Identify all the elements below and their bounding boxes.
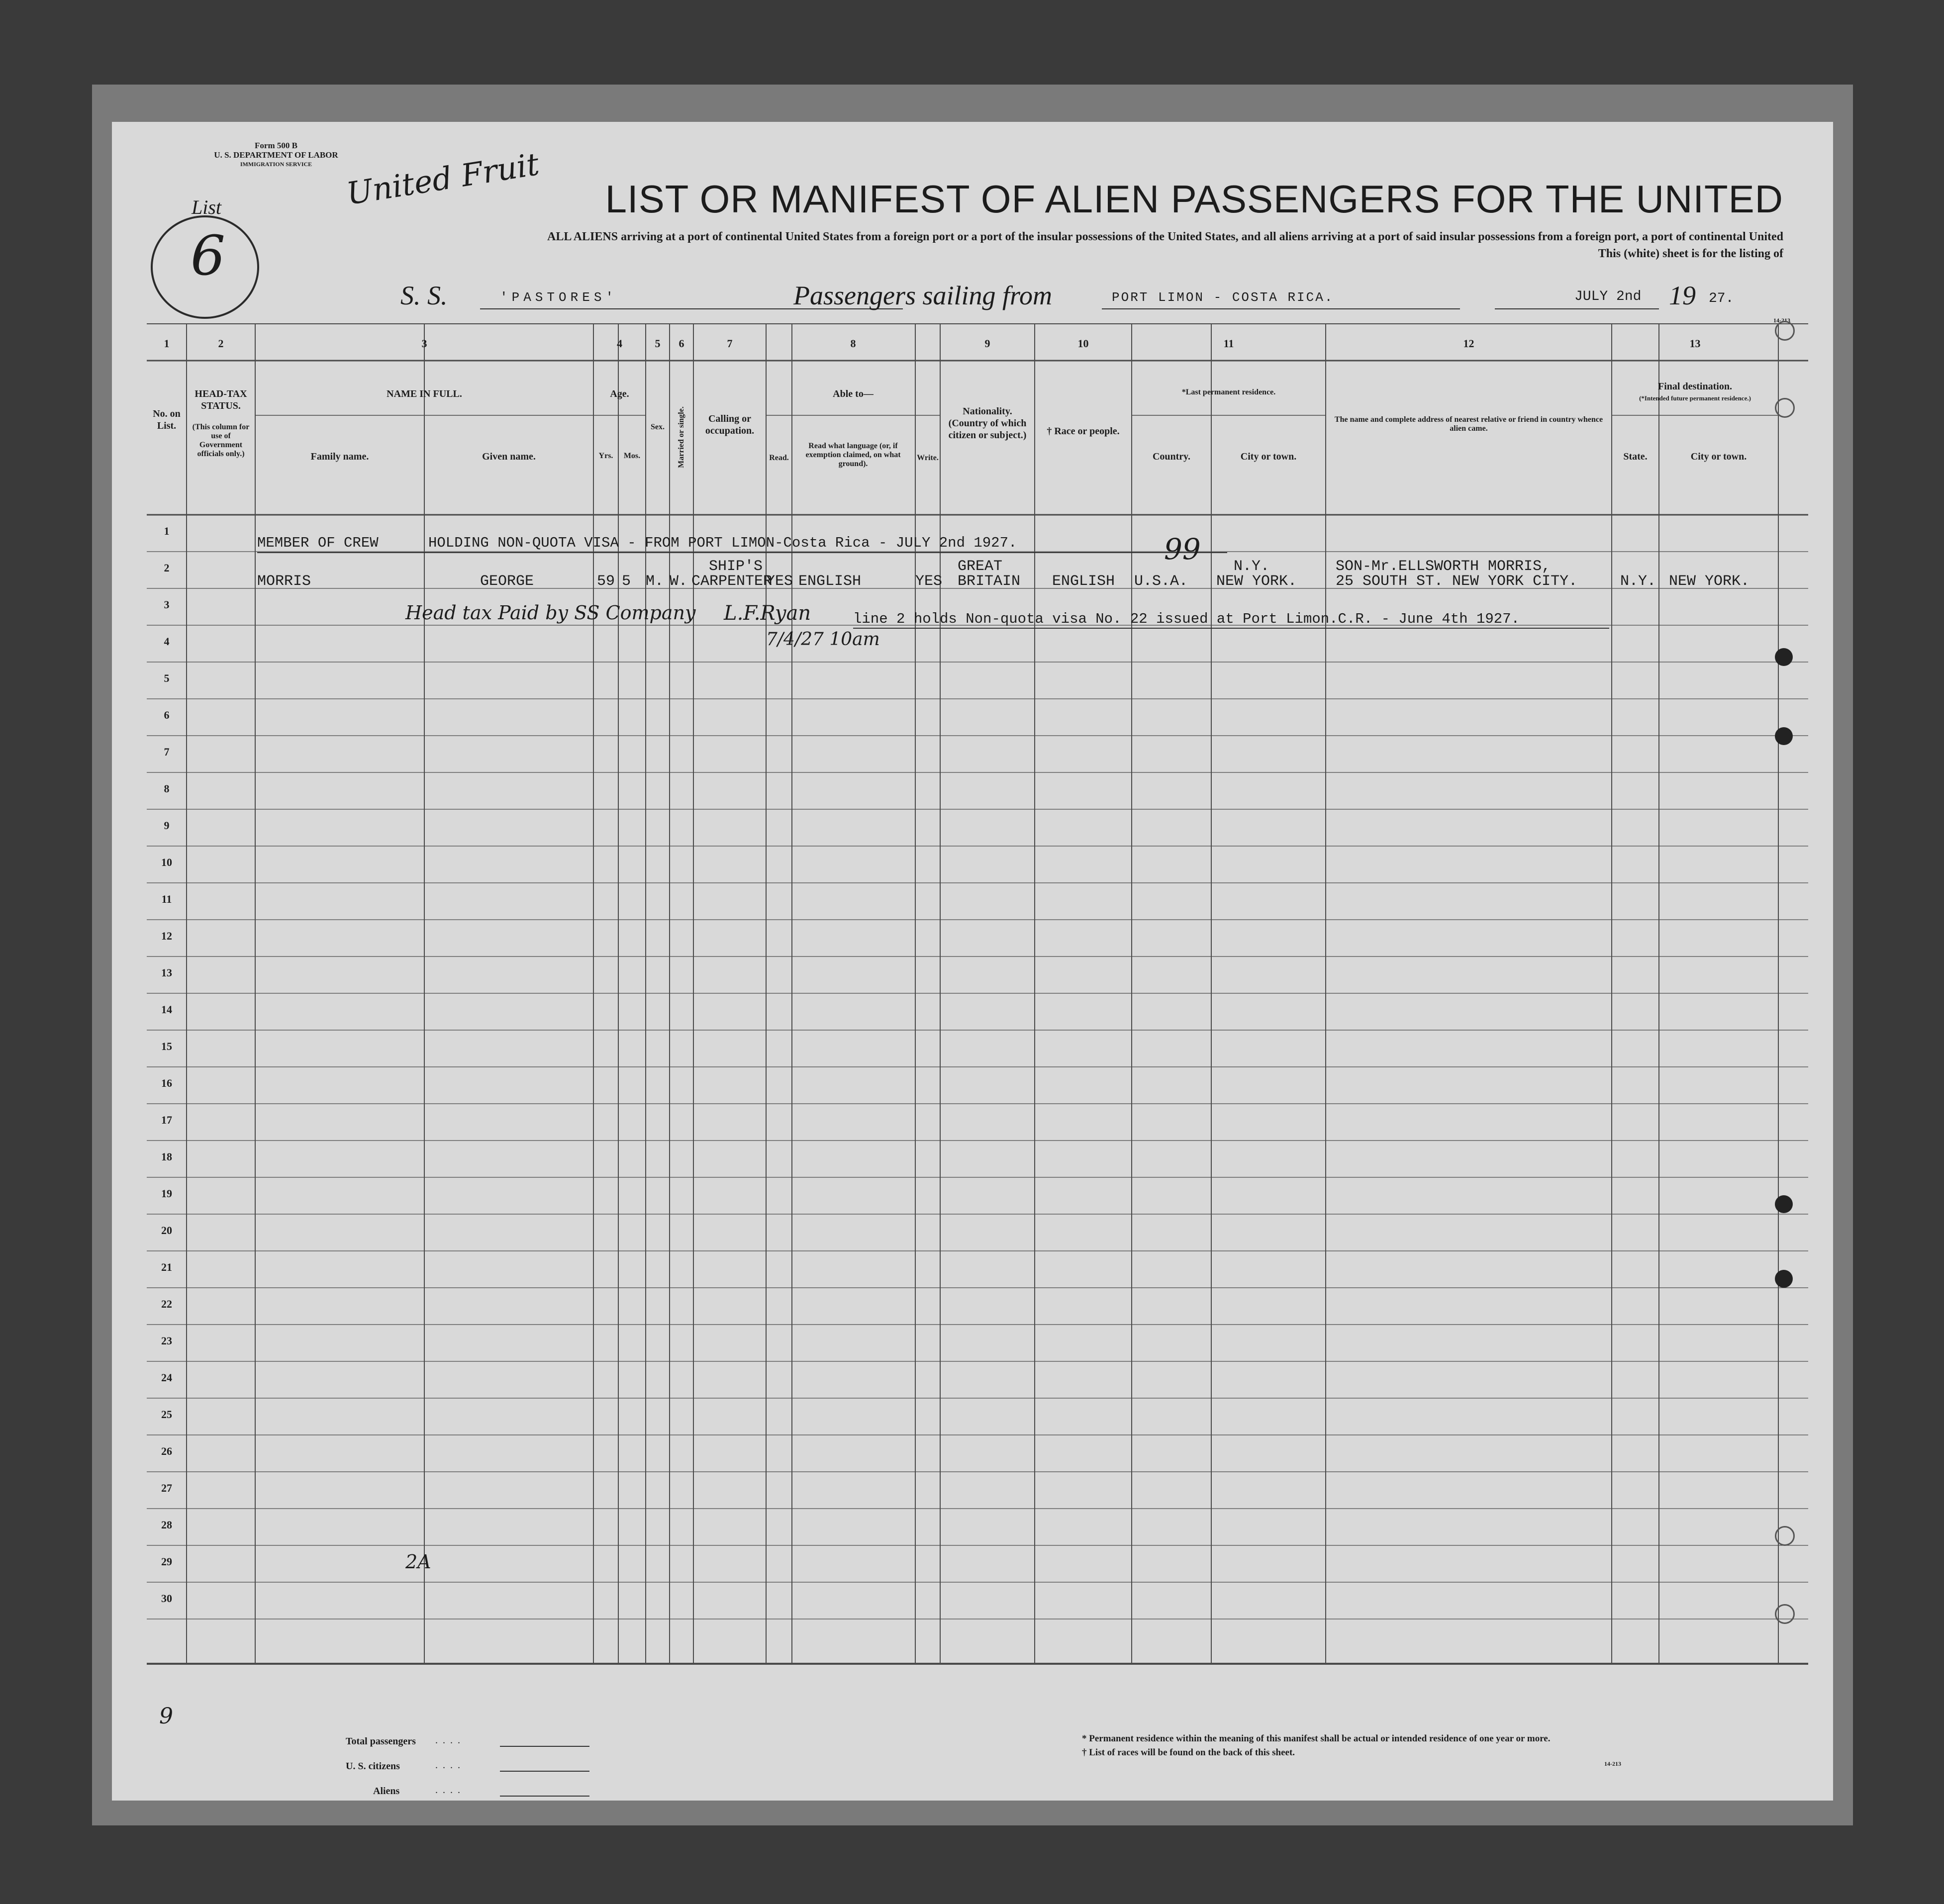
row-number: 12: [161, 930, 172, 942]
header-sex: Sex.: [651, 423, 665, 431]
line1-note: HOLDING NON-QUOTA VISA - FROM PORT LIMON-Costa Rica - JULY 2nd 1927.: [428, 535, 1017, 551]
handwritten-initials: L.F.Ryan: [724, 602, 811, 625]
row-number: 27: [161, 1482, 172, 1494]
header-nationality: Nationality. (Country of which citizen or subject.): [948, 406, 1027, 441]
row-number: 17: [161, 1114, 172, 1126]
row-number: 9: [164, 819, 170, 832]
age-months: 5: [622, 573, 631, 590]
form-code-bottom: 14-213: [1604, 1760, 1621, 1767]
manifest-sheet: [112, 122, 1833, 1801]
header-able-to: Able to—: [833, 388, 874, 399]
subtitle-line-1: ALL ALIENS arriving at a port of continental United States from a foreign port or a port of the insular possessions of the United States, and all aliens arriving at a port of said insular possessions from a foreign port, a port of continental United: [547, 230, 1783, 243]
departure-port: PORT LIMON - COSTA RICA.: [1112, 290, 1334, 305]
binder-ring: [1775, 1604, 1795, 1624]
dest-state-value: N.Y.: [1620, 573, 1656, 590]
sailing-date: JULY 2nd: [1574, 289, 1642, 304]
row-number: 16: [161, 1077, 172, 1089]
col-number-1: 1: [164, 337, 170, 350]
list-label: List: [192, 196, 222, 218]
binder-ring: [1775, 321, 1795, 341]
row-number: 18: [161, 1150, 172, 1163]
handwritten-code: 99: [1164, 532, 1201, 566]
binder-ring: [1775, 1526, 1795, 1546]
header-age: Age.: [610, 388, 629, 399]
family-name: MORRIS: [257, 573, 311, 590]
country-value: U.S.A.: [1134, 573, 1188, 590]
us-citizens-label: U. S. citizens: [346, 1761, 400, 1772]
col-number-3: 3: [421, 337, 427, 350]
header-state: State.: [1623, 451, 1648, 462]
read-value: YES: [766, 573, 793, 590]
list-number: 6: [191, 224, 225, 287]
col-number-9: 9: [984, 337, 990, 350]
form-number: Form 500 B: [255, 141, 297, 150]
row-number: 10: [161, 856, 172, 868]
write-value: YES: [915, 573, 943, 590]
row-number: 4: [164, 635, 170, 648]
header-race: † Race or people.: [1047, 426, 1120, 437]
header-married: Married or single.: [677, 406, 685, 468]
header-write: Write.: [917, 454, 939, 462]
col-number-6: 6: [679, 337, 684, 350]
col-number-10: 10: [1077, 337, 1089, 350]
row-number: 1: [164, 525, 170, 537]
city-line-1: N.Y.: [1234, 558, 1270, 575]
row-number: 15: [161, 1040, 172, 1052]
ship-name: 'PASTORES': [500, 290, 618, 305]
col-number-13: 13: [1689, 337, 1701, 350]
col-number-5: 5: [655, 337, 661, 350]
line1-family: MEMBER OF CREW: [257, 535, 379, 551]
aliens-label: Aliens: [373, 1786, 400, 1797]
calling-line-2: CARPENTER: [691, 573, 773, 590]
row-number: 28: [161, 1519, 172, 1531]
married-value: W.: [670, 573, 688, 590]
sex-value: M.: [646, 573, 664, 590]
visa-note: line 2 holds Non-quota visa No. 22 issued at Port Limon.C.R. - June 4th 1927.: [853, 611, 1520, 627]
calling-line-1: SHIP'S: [709, 558, 763, 575]
row-number: 8: [164, 782, 170, 795]
header-name-in-full: NAME IN FULL.: [387, 388, 462, 399]
header-calling: Calling or occupation.: [705, 413, 755, 436]
binder-hole: [1775, 1195, 1793, 1213]
department-name: U. S. DEPARTMENT OF LABOR: [214, 150, 338, 160]
city-line-2: NEW YORK.: [1216, 573, 1297, 590]
service-name: IMMIGRATION SERVICE: [240, 161, 312, 168]
row-number: 26: [161, 1445, 172, 1457]
row-number: 29: [161, 1555, 172, 1568]
col-number-2: 2: [218, 337, 224, 350]
aliens-leader: ....: [435, 1785, 465, 1796]
row-number: 24: [161, 1371, 172, 1384]
header-given-name: Given name.: [482, 451, 536, 462]
year-suffix: 27.: [1709, 291, 1734, 306]
race-value: ENGLISH: [1052, 573, 1115, 590]
header-mos: Mos.: [623, 452, 641, 460]
row-number: 11: [161, 893, 172, 905]
row-number: 21: [161, 1261, 172, 1273]
header-dest-city: City or town.: [1690, 451, 1747, 462]
header-no-on-list: No. on List.: [153, 408, 181, 431]
ss-label: S. S.: [400, 281, 448, 310]
read-language-value: ENGLISH: [798, 573, 862, 590]
header-read-language: Read what language (or, if exemption claimed, on what ground).: [805, 442, 901, 468]
relative-line-1: SON-Mr.ELLSWORTH MORRIS,: [1336, 558, 1551, 575]
manifest-table: [147, 323, 1808, 1704]
row-number: 30: [161, 1592, 172, 1605]
footnote-residence: * Permanent residence within the meaning of this manifest shall be actual or intended residence of one year or more.: [1082, 1733, 1551, 1744]
sailing-label: Passengers sailing from: [793, 281, 1053, 310]
table-grid-lines: [147, 323, 1808, 1704]
row-number: 22: [161, 1298, 172, 1310]
us-citizens-leader: ....: [435, 1760, 465, 1771]
row-number: 25: [161, 1408, 172, 1421]
row-number: 14: [161, 1003, 172, 1016]
handwritten-datetime: 7/4/27 10am: [766, 629, 880, 650]
row-number: 20: [161, 1224, 172, 1237]
header-final-destination: Final destination.: [1658, 381, 1732, 392]
header-city: City or town.: [1240, 451, 1297, 462]
header-read: Read.: [769, 454, 789, 462]
subtitle-line-2: This (white) sheet is for the listing of: [1598, 247, 1783, 260]
col-number-11: 11: [1223, 337, 1234, 350]
total-passengers-leader: ....: [435, 1735, 465, 1746]
row-number: 19: [161, 1187, 172, 1200]
binder-hole: [1775, 1270, 1793, 1288]
header-family-name: Family name.: [310, 451, 369, 462]
header-last-residence: *Last permanent residence.: [1181, 388, 1276, 396]
page-title: LIST OR MANIFEST OF ALIEN PASSENGERS FOR THE UNITED: [605, 177, 1783, 221]
header-relative: The name and complete address of nearest relative or friend in country whence alien came.: [1334, 415, 1603, 433]
form-code-top: 14-213: [1773, 317, 1790, 324]
col-number-4: 4: [617, 337, 622, 350]
year-prefix: 19: [1669, 281, 1696, 310]
dest-city-value: NEW YORK.: [1669, 573, 1750, 590]
col-number-7: 7: [727, 337, 733, 350]
header-country: Country.: [1152, 451, 1191, 462]
binder-ring: [1775, 398, 1795, 418]
relative-line-2: 25 SOUTH ST. NEW YORK CITY.: [1336, 573, 1578, 590]
row-number: 6: [164, 709, 170, 721]
total-passengers-label: Total passengers: [346, 1736, 416, 1747]
given-name: GEORGE: [480, 573, 534, 590]
header-head-tax: HEAD-TAX STATUS.: [194, 388, 247, 411]
nationality-line-1: GREAT: [958, 558, 1003, 575]
col-number-12: 12: [1463, 337, 1474, 350]
form-identifier: [192, 141, 361, 169]
nationality-line-2: BRITAIN: [958, 573, 1021, 590]
handwritten-mark: 2A: [405, 1551, 431, 1573]
row-number: 7: [164, 746, 170, 758]
row-number: 2: [164, 562, 170, 574]
binder-hole: [1775, 727, 1793, 745]
col-number-8: 8: [850, 337, 856, 350]
age-years: 59: [597, 573, 615, 590]
row-number: 3: [164, 598, 170, 611]
header-head-tax-note: (This column for use of Government officials only.): [192, 423, 250, 458]
binder-hole: [1775, 648, 1793, 666]
row-number: 23: [161, 1334, 172, 1347]
handwritten-corner-mark: 9: [159, 1704, 173, 1729]
header-final-note: (*Intended future permanent residence.): [1639, 394, 1751, 402]
row-number: 5: [164, 672, 170, 684]
row-number: 13: [161, 966, 172, 979]
company-handwritten: United Fruit: [344, 145, 542, 212]
handwritten-head-tax-note: Head tax Paid by SS Company: [405, 602, 696, 624]
footnote-races: † List of races will be found on the back of this sheet.: [1082, 1747, 1295, 1758]
header-yrs: Yrs.: [598, 452, 613, 460]
